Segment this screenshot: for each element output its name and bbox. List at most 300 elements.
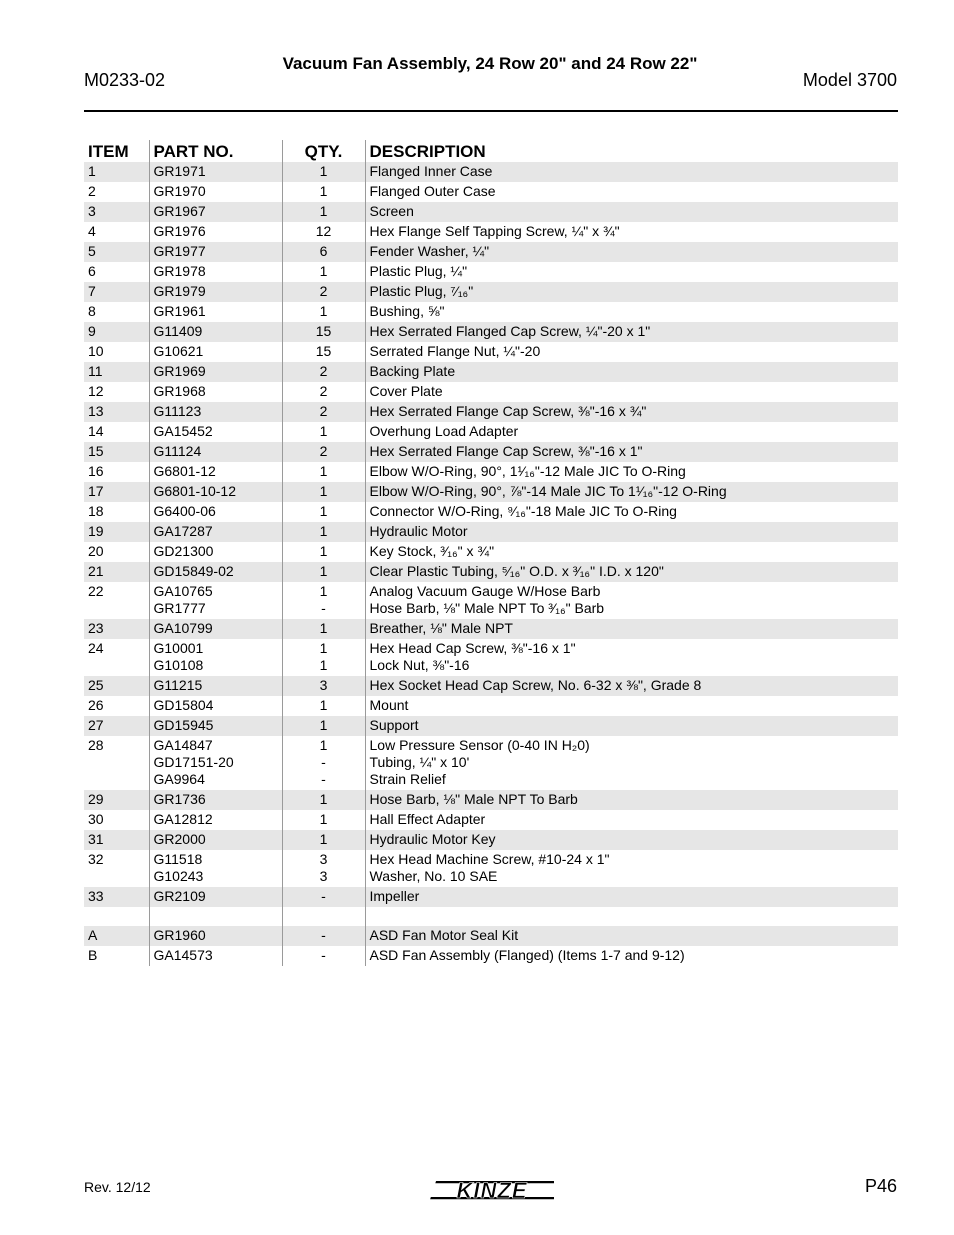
table-row	[84, 946, 898, 966]
item-number: 16	[88, 463, 104, 479]
quantity: -	[321, 754, 326, 770]
part-number: GA10765	[153, 583, 213, 599]
part-number: GD15849-02	[153, 563, 234, 579]
item-number: 2	[88, 183, 96, 199]
part-number-cell	[149, 422, 282, 442]
description-cell	[365, 946, 898, 966]
part-number: GR1777	[153, 600, 206, 616]
table-row	[84, 522, 898, 542]
quantity-cell	[282, 262, 365, 282]
part-number-cell	[149, 242, 282, 262]
description: Hex Serrated Flange Cap Screw, ⅜"-16 x ¾"	[369, 403, 647, 419]
part-number: GA14573	[153, 947, 213, 963]
table-row	[84, 362, 898, 382]
table-row	[84, 639, 898, 676]
part-number: GA12812	[153, 811, 213, 827]
item-number: 3	[84, 202, 149, 222]
quantity-cell	[282, 162, 365, 182]
quantity-cell	[282, 562, 365, 582]
table-row	[84, 502, 898, 522]
spacer-cell	[282, 907, 365, 926]
column-header-part-no: PART NO.	[149, 140, 282, 162]
table-row	[84, 342, 898, 362]
part-number: GR2109	[153, 888, 206, 904]
quantity: -	[321, 947, 326, 963]
table-row	[84, 582, 898, 619]
quantity-cell	[282, 887, 365, 907]
quantity: 1	[319, 811, 328, 827]
part-number-cell	[149, 502, 282, 522]
description: Plastic Plug, ⁷⁄₁₆"	[369, 283, 474, 299]
quantity: 1	[319, 583, 328, 599]
quantity: 3	[319, 677, 328, 693]
part-number: GD15945	[153, 717, 214, 733]
part-number-cell	[149, 887, 282, 907]
part-number: G11518	[153, 851, 203, 867]
quantity: 2	[319, 403, 328, 419]
table-row	[84, 887, 898, 907]
part-number: G6400-06	[153, 503, 216, 519]
part-number: GR1976	[153, 223, 206, 239]
part-number: GR1971	[153, 163, 206, 179]
quantity: 2	[319, 283, 328, 299]
part-number-cell	[149, 850, 282, 887]
part-number: GA15452	[153, 423, 213, 439]
part-number-cell	[149, 462, 282, 482]
item-number: 12	[88, 383, 104, 399]
item-number: 25	[84, 676, 149, 696]
table-spacer-row	[84, 907, 898, 926]
description-cell	[365, 830, 898, 850]
part-number-cell	[149, 342, 282, 362]
part-number-cell	[149, 442, 282, 462]
table-row	[84, 382, 898, 402]
quantity-cell	[282, 619, 365, 639]
description: Hose Barb, ⅛" Male NPT To Barb	[369, 791, 578, 807]
part-number: GA9964	[153, 771, 205, 787]
spacer-cell	[84, 907, 149, 926]
part-number: G11409	[153, 323, 203, 339]
item-number: 13	[84, 402, 149, 422]
part-number: G10621	[153, 343, 204, 359]
kinze-logo	[430, 1175, 554, 1205]
description-cell	[365, 736, 898, 790]
description: Clear Plastic Tubing, ⁵⁄₁₆" O.D. x ³⁄₁₆" I.D. x 120"	[369, 563, 664, 579]
item-number: 9	[84, 322, 149, 342]
description: Flanged Inner Case	[369, 163, 493, 179]
part-number: GR1979	[153, 283, 206, 299]
quantity-cell	[282, 582, 365, 619]
spacer-cell	[365, 907, 898, 926]
part-number-cell	[149, 676, 282, 696]
description: Key Stock, ³⁄₁₆" x ¾"	[369, 543, 495, 559]
part-number-cell	[149, 926, 282, 946]
table-header-row	[84, 140, 898, 162]
description: Hydraulic Motor Key	[369, 831, 496, 847]
quantity: 1	[319, 831, 328, 847]
table-row	[84, 242, 898, 262]
quantity: 1	[319, 203, 328, 219]
description: Screen	[369, 203, 414, 219]
part-number-cell	[149, 736, 282, 790]
description: Breather, ⅛" Male NPT	[369, 620, 513, 636]
quantity-cell	[282, 202, 365, 222]
description: Elbow W/O-Ring, 90°, ⅞"-14 Male JIC To 1¹⁄₁₆"-12 O-Ring	[369, 483, 727, 499]
part-number: GR1967	[153, 203, 206, 219]
column-header-item: ITEM	[88, 142, 129, 161]
parts-table-body	[84, 162, 898, 966]
header-rule	[84, 110, 898, 112]
part-number: G10108	[153, 657, 204, 673]
description-cell	[365, 716, 898, 736]
quantity-cell	[282, 830, 365, 850]
description-cell	[365, 282, 898, 302]
part-number-cell	[149, 262, 282, 282]
description-cell	[365, 162, 898, 182]
item-number: 1	[84, 162, 149, 182]
quantity: 1	[319, 523, 328, 539]
part-number: GR1977	[153, 243, 206, 259]
table-row	[84, 542, 898, 562]
model-name: Model 3700	[802, 70, 897, 90]
description-cell	[365, 639, 898, 676]
part-number: GR1968	[153, 383, 206, 399]
item-number: 30	[88, 811, 104, 827]
item-number: 8	[88, 303, 96, 319]
quantity-cell	[282, 462, 365, 482]
table-row	[84, 222, 898, 242]
quantity-cell	[282, 502, 365, 522]
description: Strain Relief	[369, 771, 446, 787]
part-number-cell	[149, 946, 282, 966]
part-number-cell	[149, 542, 282, 562]
page-number: P46	[864, 1176, 897, 1196]
description-cell	[365, 502, 898, 522]
description-cell	[365, 222, 898, 242]
quantity: 15	[315, 323, 332, 339]
parts-table	[84, 140, 898, 966]
description-cell	[365, 696, 898, 716]
quantity: 1	[319, 543, 328, 559]
description: Hydraulic Motor	[369, 523, 468, 539]
quantity: 1	[319, 697, 328, 713]
part-number: G11124	[153, 443, 202, 459]
description: Fender Washer, ¼"	[369, 243, 490, 259]
quantity-cell	[282, 850, 365, 887]
item-number: 29	[84, 790, 149, 810]
table-row	[84, 830, 898, 850]
page-title: Vacuum Fan Assembly, 24 Row 20" and 24 Row 22"	[282, 54, 698, 73]
quantity-cell	[282, 442, 365, 462]
part-number-cell	[149, 382, 282, 402]
quantity-cell	[282, 362, 365, 382]
part-number-cell	[149, 790, 282, 810]
table-row	[84, 619, 898, 639]
description: Connector W/O-Ring, ⁹⁄₁₆"-18 Male JIC To O-Ring	[369, 503, 677, 519]
description-cell	[365, 442, 898, 462]
quantity-cell	[282, 676, 365, 696]
description: Elbow W/O-Ring, 90°, 1¹⁄₁₆"-12 Male JIC To O-Ring	[369, 463, 686, 479]
description: Tubing, ¼" x 10'	[369, 754, 470, 770]
part-number-cell	[149, 696, 282, 716]
quantity: 1	[319, 657, 328, 673]
part-number: G6801-12	[153, 463, 216, 479]
description: Impeller	[369, 888, 420, 904]
table-row	[84, 462, 898, 482]
item-number: 11	[84, 362, 149, 382]
quantity-cell	[282, 716, 365, 736]
quantity: 2	[319, 443, 328, 459]
part-number: G11123	[153, 403, 202, 419]
description: Low Pressure Sensor (0-40 IN H₂0)	[369, 737, 590, 753]
item-number: B	[88, 947, 98, 963]
part-number: GA10799	[153, 620, 213, 636]
quantity-cell	[282, 946, 365, 966]
part-number: G10001	[153, 640, 204, 656]
part-number-cell	[149, 162, 282, 182]
quantity-cell	[282, 302, 365, 322]
quantity: -	[321, 600, 326, 616]
quantity-cell	[282, 382, 365, 402]
table-row	[84, 442, 898, 462]
column-header-description: DESCRIPTION	[365, 140, 898, 162]
description-cell	[365, 362, 898, 382]
description: Hex Serrated Flange Cap Screw, ⅜"-16 x 1"	[369, 443, 643, 459]
quantity: 1	[319, 423, 328, 439]
quantity: 1	[319, 163, 328, 179]
description: Bushing, ⅝"	[369, 303, 445, 319]
item-number: 33	[84, 887, 149, 907]
description: Hose Barb, ⅛" Male NPT To ³⁄₁₆" Barb	[369, 600, 605, 616]
spacer-cell	[149, 907, 282, 926]
item-number: 5	[84, 242, 149, 262]
part-number-cell	[149, 639, 282, 676]
part-number: GR1961	[153, 303, 206, 319]
table-row	[84, 810, 898, 830]
part-number: G10243	[153, 868, 204, 884]
description-cell	[365, 562, 898, 582]
part-number: GR1736	[153, 791, 206, 807]
table-row	[84, 850, 898, 887]
part-number-cell	[149, 202, 282, 222]
part-number: GA17287	[153, 523, 213, 539]
quantity: 2	[319, 383, 328, 399]
description-cell	[365, 790, 898, 810]
quantity: 1	[319, 640, 328, 656]
part-number-cell	[149, 522, 282, 542]
quantity: 15	[315, 343, 332, 359]
description: Flanged Outer Case	[369, 183, 496, 199]
part-number: GD15804	[153, 697, 214, 713]
description: Overhung Load Adapter	[369, 423, 519, 439]
table-row	[84, 716, 898, 736]
part-number: GR1969	[153, 363, 206, 379]
part-number: GD21300	[153, 543, 214, 559]
table-row	[84, 302, 898, 322]
item-number: 6	[88, 263, 96, 279]
description-cell	[365, 302, 898, 322]
quantity: 12	[315, 223, 332, 239]
part-number-cell	[149, 482, 282, 502]
description: Mount	[369, 697, 409, 713]
quantity-cell	[282, 790, 365, 810]
part-number-cell	[149, 282, 282, 302]
part-number-cell	[149, 830, 282, 850]
quantity-cell	[282, 542, 365, 562]
description: Washer, No. 10 SAE	[369, 868, 498, 884]
quantity-cell	[282, 522, 365, 542]
item-number: 23	[84, 619, 149, 639]
quantity: 1	[319, 463, 328, 479]
description-cell	[365, 850, 898, 887]
part-number-cell	[149, 322, 282, 342]
item-number: A	[84, 926, 149, 946]
logo-wordmark: KINZE	[456, 1178, 528, 1203]
part-number: GR1960	[153, 927, 206, 943]
description-cell	[365, 619, 898, 639]
item-number: 28	[88, 737, 104, 753]
quantity-cell	[282, 342, 365, 362]
description-cell	[365, 482, 898, 502]
description: ASD Fan Assembly (Flanged) (Items 1-7 and 9-12)	[369, 947, 685, 963]
description: Hex Socket Head Cap Screw, No. 6-32 x ⅜", Grade 8	[369, 677, 702, 693]
description: Support	[369, 717, 419, 733]
quantity: -	[321, 927, 326, 943]
description: Serrated Flange Nut, ¼"-20	[369, 343, 541, 359]
item-number: 31	[84, 830, 149, 850]
part-number-cell	[149, 362, 282, 382]
item-number: 32	[88, 851, 104, 867]
table-row	[84, 482, 898, 502]
quantity: 1	[319, 563, 328, 579]
quantity: 1	[319, 791, 328, 807]
quantity: 1	[319, 503, 328, 519]
description-cell	[365, 926, 898, 946]
quantity: 1	[319, 303, 328, 319]
item-number: 27	[84, 716, 149, 736]
part-number-cell	[149, 402, 282, 422]
item-number: 21	[84, 562, 149, 582]
table-row	[84, 790, 898, 810]
description-cell	[365, 242, 898, 262]
table-row	[84, 322, 898, 342]
part-number: G11215	[153, 677, 203, 693]
quantity-cell	[282, 222, 365, 242]
quantity: 6	[319, 243, 328, 259]
description-cell	[365, 522, 898, 542]
item-number: 20	[88, 543, 104, 559]
description: Lock Nut, ⅜"-16	[369, 657, 470, 673]
item-number: 7	[84, 282, 149, 302]
quantity-cell	[282, 182, 365, 202]
quantity: 1	[319, 620, 328, 636]
part-number-cell	[149, 582, 282, 619]
description-cell	[365, 182, 898, 202]
column-header-qty: QTY.	[282, 140, 365, 162]
item-number: 22	[88, 583, 104, 599]
table-row	[84, 402, 898, 422]
part-number: GD17151-20	[153, 754, 234, 770]
quantity: 1	[319, 183, 328, 199]
description-cell	[365, 462, 898, 482]
part-number: GR2000	[153, 831, 206, 847]
description-cell	[365, 202, 898, 222]
description-cell	[365, 542, 898, 562]
item-number: 4	[88, 223, 96, 239]
quantity: 3	[319, 868, 328, 884]
quantity-cell	[282, 926, 365, 946]
item-number: 15	[84, 442, 149, 462]
table-row	[84, 162, 898, 182]
description-cell	[365, 382, 898, 402]
table-row	[84, 282, 898, 302]
table-row	[84, 696, 898, 716]
quantity: 3	[319, 851, 328, 867]
description-cell	[365, 422, 898, 442]
description-cell	[365, 887, 898, 907]
part-number: GA14847	[153, 737, 213, 753]
item-number: 17	[84, 482, 149, 502]
table-row	[84, 202, 898, 222]
description: Hex Flange Self Tapping Screw, ¼" x ¾"	[369, 223, 620, 239]
description-cell	[365, 582, 898, 619]
description: Hex Head Cap Screw, ⅜"-16 x 1"	[369, 640, 576, 656]
part-number-cell	[149, 716, 282, 736]
doc-number: M0233-02	[84, 70, 166, 90]
part-number-cell	[149, 810, 282, 830]
description-cell	[365, 322, 898, 342]
quantity-cell	[282, 696, 365, 716]
revision-label: Rev. 12/12	[84, 1179, 151, 1195]
description-cell	[365, 342, 898, 362]
item-number: 26	[88, 697, 104, 713]
description: Hex Head Machine Screw, #10-24 x 1"	[369, 851, 610, 867]
item-number: 10	[88, 343, 104, 359]
table-row	[84, 676, 898, 696]
quantity-cell	[282, 402, 365, 422]
description: Backing Plate	[369, 363, 456, 379]
quantity-cell	[282, 482, 365, 502]
description: Analog Vacuum Gauge W/Hose Barb	[369, 583, 601, 599]
part-number-cell	[149, 302, 282, 322]
quantity: 1	[319, 737, 328, 753]
quantity-cell	[282, 422, 365, 442]
description: Hex Serrated Flanged Cap Screw, ¼"-20 x 1"	[369, 323, 651, 339]
description: Cover Plate	[369, 383, 443, 399]
description-cell	[365, 402, 898, 422]
quantity-cell	[282, 322, 365, 342]
quantity: 2	[319, 363, 328, 379]
table-row	[84, 182, 898, 202]
part-number-cell	[149, 562, 282, 582]
description-cell	[365, 262, 898, 282]
table-row	[84, 422, 898, 442]
quantity: -	[321, 888, 326, 904]
quantity: 1	[319, 483, 328, 499]
part-number: GR1978	[153, 263, 206, 279]
item-number: 14	[88, 423, 104, 439]
part-number-cell	[149, 182, 282, 202]
quantity-cell	[282, 282, 365, 302]
quantity-cell	[282, 639, 365, 676]
description-cell	[365, 810, 898, 830]
part-number-cell	[149, 222, 282, 242]
item-number: 19	[84, 522, 149, 542]
description-cell	[365, 676, 898, 696]
description: Plastic Plug, ¼"	[369, 263, 468, 279]
table-row	[84, 736, 898, 790]
part-number: G6801-10-12	[153, 483, 237, 499]
